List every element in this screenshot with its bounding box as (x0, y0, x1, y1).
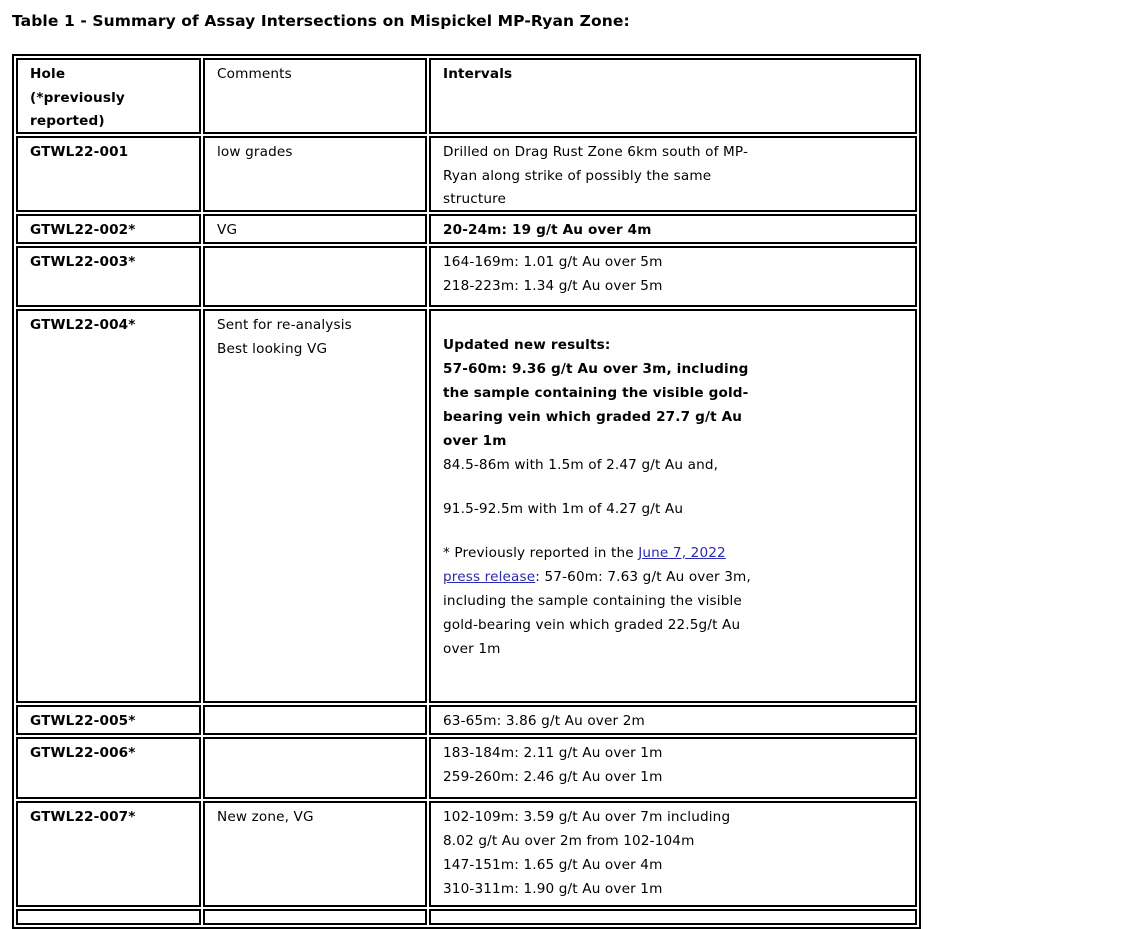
intervals-cell: 63-65m: 3.86 g/t Au over 2m (429, 705, 917, 735)
updated-results-heading: Updated new results: (443, 337, 611, 353)
interval-line: 84.5-86m with 1.5m of 2.47 g/t Au and, (443, 457, 719, 473)
table-row (16, 705, 917, 735)
assay-table (12, 54, 921, 929)
intervals-cell: 20-24m: 19 g/t Au over 4m (429, 214, 917, 244)
header-hole-line: reported) (30, 113, 105, 129)
note-line: gold-bearing vein which graded 22.5g/t Au (443, 617, 741, 633)
interval-line: Drilled on Drag Rust Zone 6km south of MP- (443, 144, 749, 160)
header-hole-line: (*previously (30, 90, 125, 106)
press-release-link[interactable]: June 7, 2022 (638, 545, 726, 561)
table-row (16, 801, 917, 907)
comment-line: Sent for re-analysis (217, 317, 352, 333)
table-row (16, 136, 917, 212)
press-release-link[interactable]: press release (443, 569, 536, 585)
hole-id: GTWL22-001 (16, 136, 201, 212)
intervals-cell (429, 909, 917, 925)
hole-id: GTWL22-003* (16, 246, 201, 307)
interval-line-bold: 57-60m: 9.36 g/t Au over 3m, including (443, 361, 749, 377)
interval-line-bold: bearing vein which graded 27.7 g/t Au (443, 409, 743, 425)
interval-line: 147-151m: 1.65 g/t Au over 4m (443, 857, 663, 873)
comments-cell (203, 705, 427, 735)
hole-id: GTWL22-002* (16, 214, 201, 244)
interval-line: 164-169m: 1.01 g/t Au over 5m (443, 254, 663, 270)
comments-cell: low grades (203, 136, 427, 212)
comments-cell: New zone, VG (203, 801, 427, 907)
note-text: : 57-60m: 7.63 g/t Au over 3m, (535, 569, 751, 585)
note-line: including the sample containing the visible (443, 593, 742, 609)
intervals-cell (429, 801, 917, 907)
previous-report-note (443, 541, 903, 565)
table-title: Table 1 - Summary of Assay Intersections on Mispickel MP-Ryan Zone: (12, 12, 630, 30)
comments-cell: VG (203, 214, 427, 244)
interval-line-bold: over 1m (443, 433, 507, 449)
interval-line: 310-311m: 1.90 g/t Au over 1m (443, 881, 663, 897)
interval-line-bold: the sample containing the visible gold- (443, 385, 749, 401)
interval-line: 259-260m: 2.46 g/t Au over 1m (443, 769, 663, 785)
table-row (16, 737, 917, 799)
interval-line: 102-109m: 3.59 g/t Au over 7m including (443, 809, 731, 825)
hole-id (16, 909, 201, 925)
header-intervals: Intervals (429, 58, 917, 134)
hole-id: GTWL22-004* (16, 309, 201, 703)
interval-line: 8.02 g/t Au over 2m from 102-104m (443, 833, 695, 849)
hole-id: GTWL22-007* (16, 801, 201, 907)
intervals-cell (429, 136, 917, 212)
interval-line: 183-184m: 2.11 g/t Au over 1m (443, 745, 663, 761)
header-hole-line: Hole (30, 66, 66, 82)
table-header-row (16, 58, 917, 134)
table-row-partial (16, 909, 917, 925)
comments-cell (203, 909, 427, 925)
intervals-cell (429, 309, 917, 703)
comment-line: Best looking VG (217, 341, 328, 357)
intervals-cell (429, 737, 917, 799)
comments-cell (203, 246, 427, 307)
table-row (16, 214, 917, 244)
table-row (16, 246, 917, 307)
note-line: over 1m (443, 641, 501, 657)
interval-line: structure (443, 191, 507, 207)
header-hole (16, 58, 201, 134)
intervals-cell (429, 246, 917, 307)
comments-cell (203, 737, 427, 799)
interval-line: 91.5-92.5m with 1m of 4.27 g/t Au (443, 501, 684, 517)
header-comments: Comments (203, 58, 427, 134)
interval-line: Ryan along strike of possibly the same (443, 168, 712, 184)
note-prefix: * Previously reported in the (443, 545, 639, 561)
interval-line: 218-223m: 1.34 g/t Au over 5m (443, 278, 663, 294)
hole-id: GTWL22-005* (16, 705, 201, 735)
table-row (16, 309, 917, 703)
comments-cell (203, 309, 427, 703)
hole-id: GTWL22-006* (16, 737, 201, 799)
